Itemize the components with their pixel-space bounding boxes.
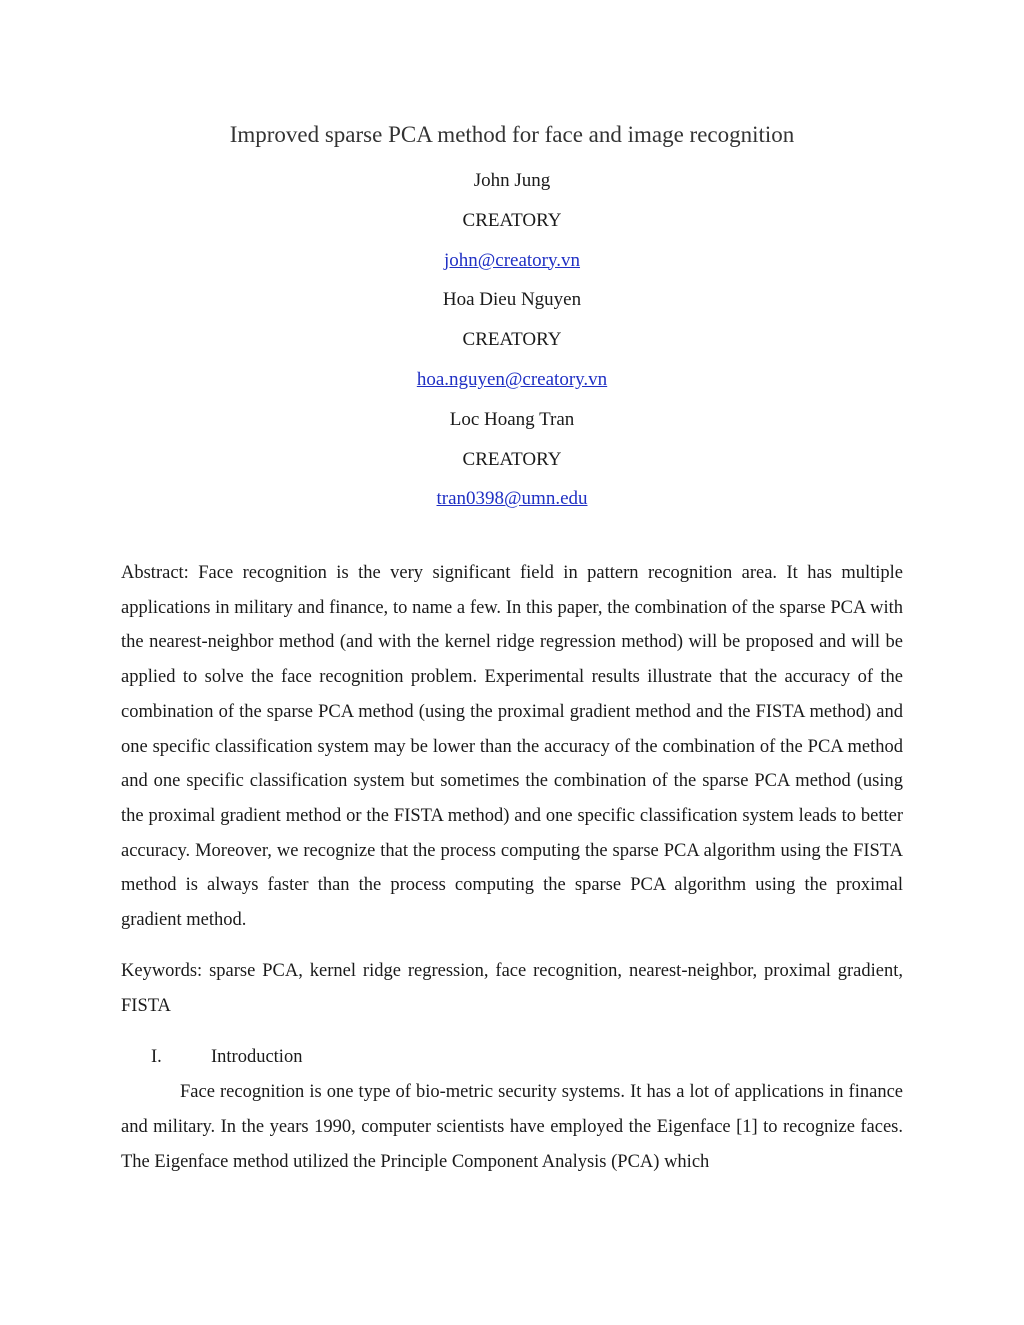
- author-affiliation: CREATORY: [462, 448, 562, 470]
- author-email-link[interactable]: tran0398@umn.edu: [436, 488, 588, 510]
- author-email-link[interactable]: hoa.nguyen@creatory.vn: [416, 368, 608, 390]
- author-name: Loc Hoang Tran: [449, 408, 575, 430]
- section-number: I.: [151, 1047, 162, 1067]
- author-name: John Jung: [473, 170, 551, 191]
- author-block: [0, 164, 1024, 522]
- author-affiliation: CREATORY: [462, 209, 562, 231]
- author-email-row: [0, 244, 1024, 284]
- author-name: Hoa Dieu Nguyen: [442, 289, 582, 311]
- keywords-paragraph: Keywords: sparse PCA, kernel ridge regression, face recognition, nearest-neighbor, proximal gradient, FISTA: [121, 961, 903, 1016]
- section-title: Introduction: [211, 1047, 303, 1067]
- author-email-row: [0, 482, 1024, 522]
- paper-title: Improved sparse PCA method for face and image recognition: [229, 122, 795, 147]
- author-affiliation: CREATORY: [462, 329, 562, 351]
- author-email-link[interactable]: john@creatory.vn: [443, 249, 581, 271]
- abstract-paragraph: Abstract: Face recognition is the very significant field in pattern recognition area. It has multiple applications in military and finance, to name a few. In this paper, the combination of the sparse PCA with the nearest-neighbor method (and with the kernel ridge regression method) will be proposed and will be applied to solve the face recognition problem. Experimental results illustrate that the accuracy of the combination of the sparse PCA method (using the proximal gradient method and the FISTA method) and one specific classification system may be lower than the accuracy of the combination of the PCA method and one specific classification system but sometimes the combination of the sparse PCA method (using the proximal gradient method or the FISTA method) and one specific classification system leads to better accuracy. Moreover, we recognize that the process computing the sparse PCA algorithm using the FISTA method is always faster than the process computing the sparse PCA algorithm using the proximal gradient method.: [121, 563, 903, 931]
- section-heading: [151, 1040, 302, 1074]
- author-email-row: [0, 363, 1024, 403]
- introduction-paragraph: Face recognition is one type of bio-metric security systems. It has a lot of applications in finance and military. In the years 1990, computer scientists have employed the Eigenface [1] to recognize faces. The Eigenface method utilized the Principle Component Analysis (PCA) which: [121, 1082, 903, 1172]
